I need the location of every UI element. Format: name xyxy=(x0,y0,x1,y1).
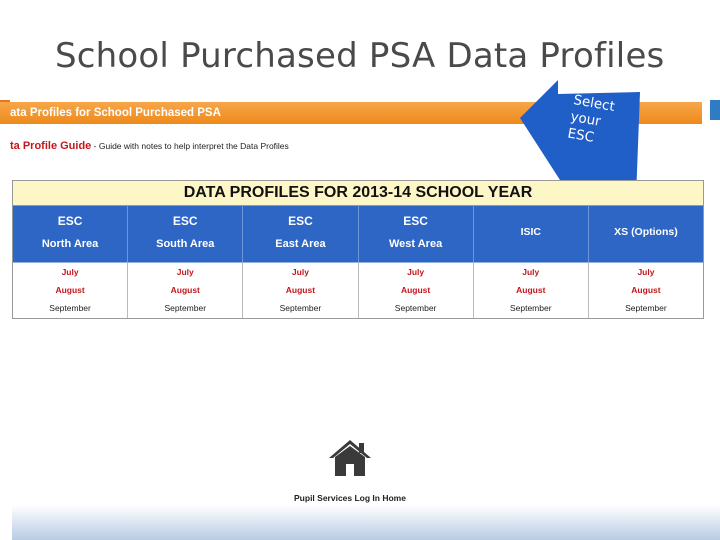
month-link-july[interactable]: July xyxy=(61,267,79,277)
esc-column-east[interactable] xyxy=(243,206,358,262)
month-link-july[interactable]: July xyxy=(522,267,540,277)
esc-column-south[interactable] xyxy=(128,206,243,262)
page-banner: ata Profiles for School Purchased PSA xyxy=(0,102,702,124)
isic-label: ISIC xyxy=(520,226,541,238)
month-link-september[interactable]: September xyxy=(279,303,322,313)
callout-line: your xyxy=(569,108,602,130)
esc-area-label: West Area xyxy=(389,238,443,250)
month-link-september[interactable]: September xyxy=(625,303,667,313)
esc-label: ESC xyxy=(57,214,83,228)
profile-guide-line xyxy=(10,140,289,152)
esc-label: ESC xyxy=(403,214,428,228)
xs-options-column[interactable] xyxy=(589,206,703,262)
month-link-august[interactable]: August xyxy=(285,285,316,295)
esc-header-row xyxy=(13,206,703,263)
month-link-august[interactable]: August xyxy=(400,285,431,295)
month-link-july[interactable]: July xyxy=(637,267,655,277)
month-column xyxy=(128,263,243,318)
home-link-label[interactable]: Pupil Services Log In Home xyxy=(294,493,406,503)
isic-column[interactable] xyxy=(474,206,589,262)
callout-line: ESC xyxy=(566,125,596,146)
esc-area-label: North Area xyxy=(41,238,99,250)
month-column xyxy=(13,263,128,318)
callout-text xyxy=(566,92,616,149)
month-link-july[interactable]: July xyxy=(407,267,425,277)
callout-line: Select xyxy=(572,92,617,115)
month-column xyxy=(243,263,358,318)
month-link-august[interactable]: August xyxy=(516,285,546,295)
esc-label: ESC xyxy=(172,214,198,228)
month-link-august[interactable]: August xyxy=(170,285,200,295)
profile-guide-link[interactable]: ta Profile Guide xyxy=(10,140,92,152)
esc-area-label: South Area xyxy=(156,238,215,250)
profile-guide-description: - Guide with notes to help interpret the Data Profiles xyxy=(91,141,289,151)
slide-title: School Purchased PSA Data Profiles xyxy=(55,36,665,76)
month-link-august[interactable]: August xyxy=(631,285,661,295)
month-link-july[interactable]: July xyxy=(176,267,194,277)
esc-area-label: East Area xyxy=(275,238,326,250)
month-column xyxy=(474,263,589,318)
footer-gradient-bar xyxy=(12,505,720,540)
month-link-august[interactable]: August xyxy=(55,285,85,295)
month-link-september[interactable]: September xyxy=(394,303,437,313)
table-header: DATA PROFILES FOR 2013-14 SCHOOL YEAR xyxy=(13,181,703,206)
month-column xyxy=(589,263,703,318)
right-tab-marker xyxy=(710,100,720,120)
months-row xyxy=(13,263,703,318)
month-link-july[interactable]: July xyxy=(291,267,309,277)
esc-label: ESC xyxy=(288,214,313,228)
home-icon[interactable] xyxy=(327,438,373,478)
month-link-september[interactable]: September xyxy=(509,303,552,313)
month-link-september[interactable]: September xyxy=(49,303,91,313)
data-profiles-table xyxy=(12,180,704,319)
month-link-september[interactable]: September xyxy=(164,303,207,313)
month-column xyxy=(359,263,474,318)
xs-options-label: XS (Options) xyxy=(614,226,678,238)
esc-column-west[interactable] xyxy=(359,206,474,262)
esc-column-north[interactable] xyxy=(13,206,128,262)
